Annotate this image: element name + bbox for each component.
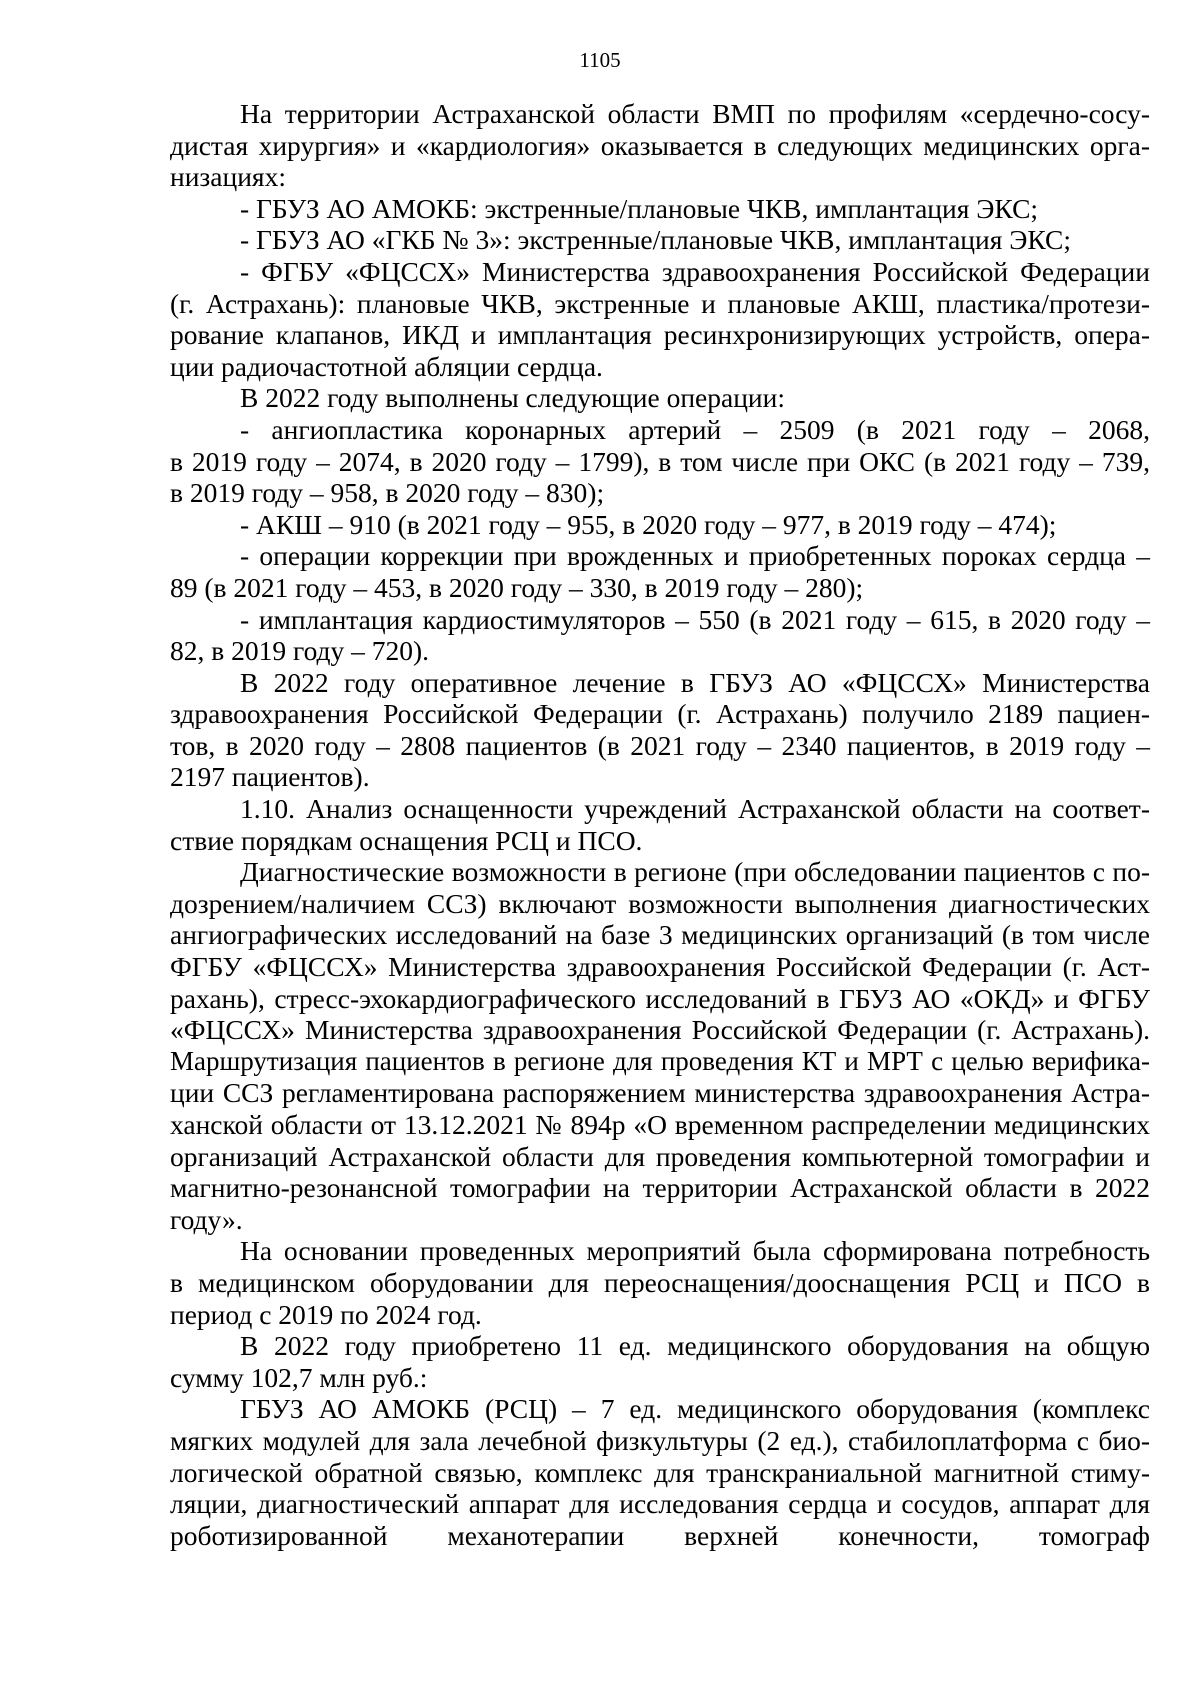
text-line: сумму 102,7 млн руб.: (170, 1361, 428, 1393)
text-line: - имплантация кардиостимуляторов – 550 (в 2021 году – 615, в 2020 году – (240, 603, 1150, 635)
text-line: В 2022 году приобретено 11 ед. медицинского оборудования на общую (240, 1330, 1150, 1362)
text-line: На основании проведенных мероприятий была сформирована потребность (240, 1235, 1150, 1267)
text-line: Диагностические возможности в регионе (при обследовании пациентов с по- (240, 856, 1150, 888)
text-line: рахань), стресс-эхокардиографического исследований в ГБУЗ АО «ОКД» и ФГБУ (170, 982, 1150, 1014)
text-line: ГБУЗ АО АМОКБ (РСЦ) – 7 ед. медицинского оборудования (комплекс (240, 1393, 1150, 1425)
text-line: ствие порядкам оснащения РСЦ и ПСО. (170, 824, 643, 856)
text-line: (г. Астрахань): плановые ЧКВ, экстренные и плановые АКШ, пластика/протези- (170, 287, 1150, 319)
text-line: роботизированной механотерапии верхней конечности, томограф (170, 1519, 1150, 1551)
text-line: - операции коррекции при врожденных и приобретенных пороках сердца – (240, 540, 1150, 572)
text-line: - АКШ – 910 (в 2021 году – 955, в 2020 году – 977, в 2019 году – 474); (240, 508, 1057, 540)
text-line: - ГБУЗ АО АМОКБ: экстренные/плановые ЧКВ, имплантация ЭКС; (240, 192, 1039, 224)
text-line: здравоохранения Российской Федерации (г. Астрахань) получило 2189 пациен- (170, 698, 1150, 730)
text-line: ангиографических исследований на базе 3 медицинских организаций (в том числе (170, 919, 1150, 951)
text-line: 1.10. Анализ оснащенности учреждений Астраханской области на соответ- (240, 793, 1150, 825)
text-line: рование клапанов, ИКД и имплантация ресинхронизирующих устройств, опера- (170, 319, 1150, 351)
text-line: ции ССЗ регламентирована распоряжением министерства здравоохранения Астра- (170, 1077, 1150, 1109)
text-line: ции радиочастотной абляции сердца. (170, 350, 603, 382)
text-line: Маршрутизация пациентов в регионе для проведения КТ и МРТ с целью верифика- (170, 1045, 1150, 1076)
text-line: в 2019 году – 2074, в 2020 году – 1799), в том числе при ОКС (в 2021 году – 739, (170, 445, 1150, 477)
text-line: низациях: (170, 161, 286, 193)
text-line: дистая хирургия» и «кардиология» оказывается в следующих медицинских орга- (170, 129, 1150, 161)
text-line: В 2022 году выполнены следующие операции: (240, 382, 785, 414)
text-line: - ГБУЗ АО «ГКБ № 3»: экстренные/плановые ЧКВ, имплантация ЭКС; (240, 224, 1072, 256)
text-line: магнитно-резонансной томографии на территории Астраханской области в 2022 (170, 1172, 1150, 1204)
text-line: логической обратной связью, комплекс для транскраниальной магнитной стиму- (170, 1456, 1150, 1488)
text-line: 2197 пациентов). (170, 761, 370, 793)
text-line: тов, в 2020 году – 2808 пациентов (в 2021 году – 2340 пациентов, в 2019 году – (170, 729, 1150, 761)
body-text (170, 98, 1150, 1551)
text-line: организаций Астраханской области для проведения компьютерной томографии и (170, 1140, 1150, 1172)
text-line: ханской области от 13.12.2021 № 894р «О временном распределении медицинских (170, 1109, 1150, 1140)
text-line: в медицинском оборудовании для переоснащения/дооснащения РСЦ и ПСО в (170, 1266, 1150, 1298)
text-line: В 2022 году оперативное лечение в ГБУЗ АО «ФЦССХ» Министерства (240, 666, 1150, 698)
text-line: 82, в 2019 году – 720). (170, 635, 430, 667)
text-line: На территории Астраханской области ВМП по профилям «сердечно-сосу- (240, 98, 1150, 129)
text-line: дозрением/наличием ССЗ) включают возможности выполнения диагностических (170, 887, 1150, 919)
text-line: «ФЦССХ» Министерства здравоохранения Российской Федерации (г. Астрахань). (170, 1014, 1150, 1046)
text-line: - ангиопластика коронарных артерий – 2509 (в 2021 году – 2068, (240, 413, 1150, 445)
page-number: 1105 (579, 48, 621, 72)
text-line: мягких модулей для зала лечебной физкультуры (2 ед.), стабилоплатформа с био- (170, 1424, 1150, 1456)
text-line: ФГБУ «ФЦССХ» Министерства здравоохранения Российской Федерации (г. Аст- (170, 951, 1150, 983)
text-line: период с 2019 по 2024 год. (170, 1298, 482, 1330)
text-line: - ФГБУ «ФЦССХ» Министерства здравоохранения Российской Федерации (240, 255, 1150, 287)
text-line: в 2019 году – 958, в 2020 году – 830); (170, 477, 605, 509)
text-line: году». (170, 1203, 243, 1235)
text-line: ляции, диагностический аппарат для исследования сердца и сосудов, аппарат для (170, 1488, 1150, 1520)
text-line: 89 (в 2021 году – 453, в 2020 году – 330, в 2019 году – 280); (170, 571, 864, 603)
